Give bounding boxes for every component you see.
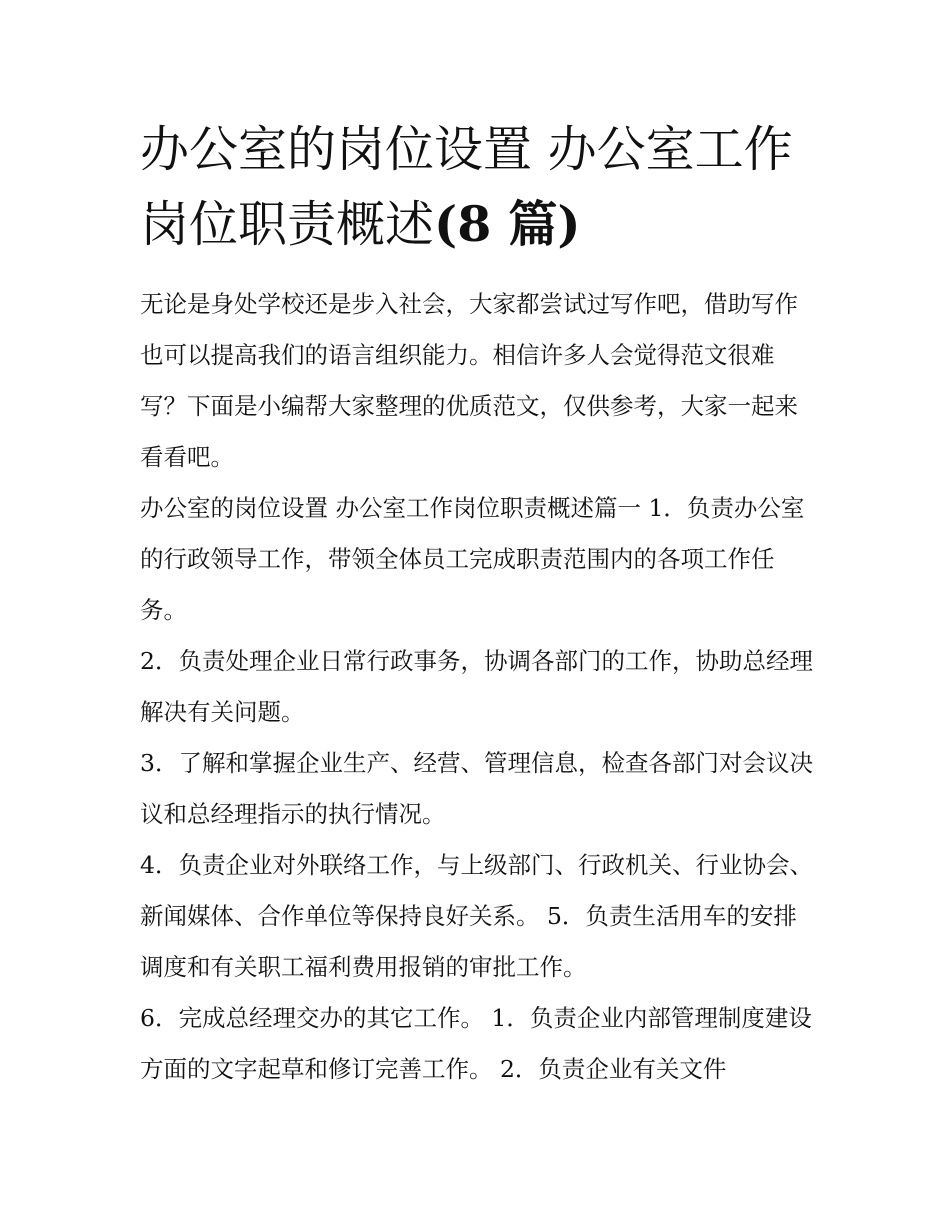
paragraph-5: 6．完成总经理交办的其它工作。 1．负责企业内部管理制度建设方面的文字起草和修订完善工作。 2．负责企业有关文件	[140, 1004, 812, 1083]
paragraph-1: 办公室的岗位设置 办公室工作岗位职责概述篇一 1．负责办公室的行政领导工作，带领全体员工完成职责范围内的各项工作任务。	[140, 494, 805, 624]
document-title	[140, 112, 815, 262]
paragraph-4: 4．负责企业对外联络工作，与上级部门、行政机关、行业协会、新闻媒体、合作单位等保持良好关系。 5．负责生活用车的安排调度和有关职工福利费用报销的审批工作。	[140, 851, 813, 981]
title-main-text: 办公室的岗位设置 办公室工作岗位职责概述	[140, 121, 793, 253]
intro-paragraph: 无论是身处学校还是步入社会，大家都尝试过写作吧，借助写作也可以提高我们的语言组织能力。相信许多人会觉得范文很难写？下面是小编帮大家整理的优质范文，仅供参考，大家一起来看看吧。	[140, 290, 798, 471]
paragraph-2: 2．负责处理企业日常行政事务，协调各部门的工作，协助总经理解决有关问题。	[140, 647, 813, 726]
document-body	[140, 112, 815, 1095]
title-count-text: (8 篇)	[434, 195, 581, 253]
paragraph-3: 3．了解和掌握企业生产、经营、管理信息，检查各部门对会议决议和总经理指示的执行情况。	[140, 749, 813, 828]
